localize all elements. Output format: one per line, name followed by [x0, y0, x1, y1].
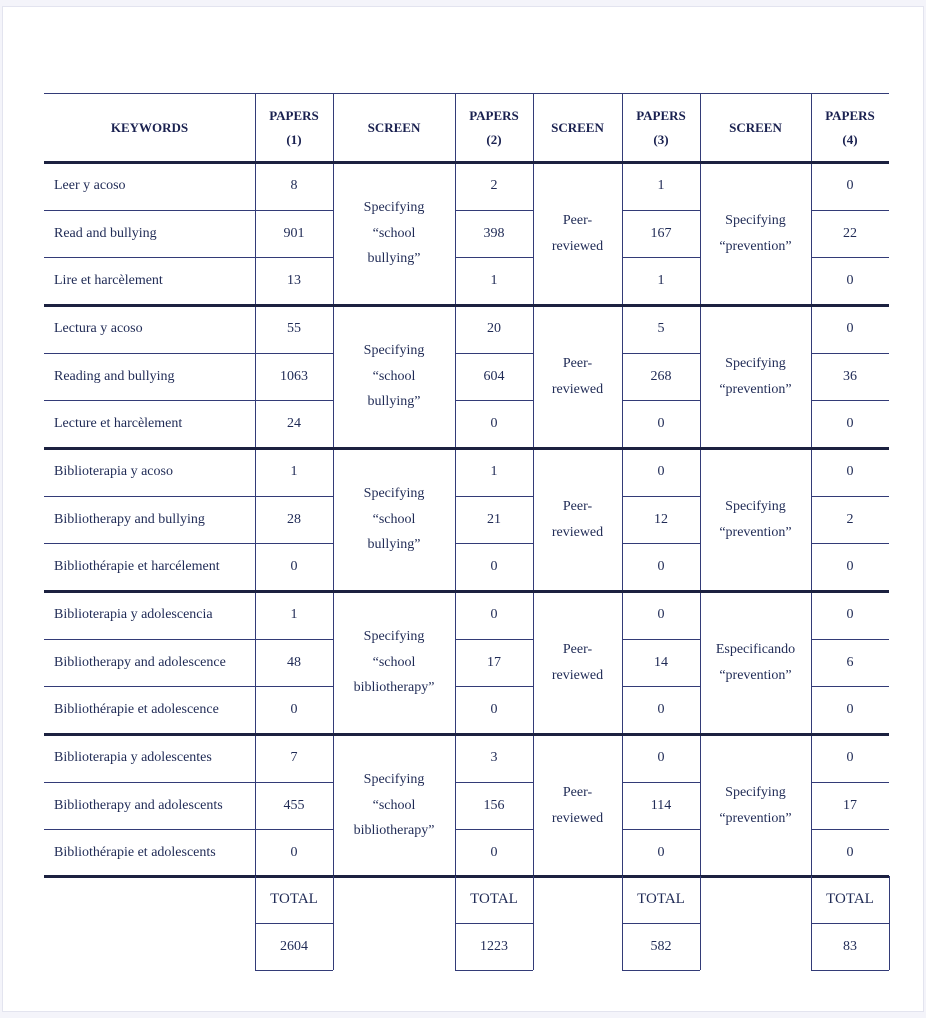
- papers-1-cell: 24: [287, 416, 301, 432]
- header-screen-2: SCREEN: [551, 119, 604, 135]
- keyword-cell: Leer y acoso: [54, 177, 126, 193]
- header-papers-4: PAPERS (4): [825, 108, 875, 147]
- papers-4-cell: 36: [843, 368, 857, 384]
- keyword-cell: Bibliothérapie et adolescents: [54, 845, 216, 861]
- papers-2-cell: 2: [490, 177, 498, 193]
- papers-3-cell: 12: [654, 511, 668, 527]
- papers-1-cell: 48: [287, 654, 301, 670]
- papers-2-cell: 17: [487, 654, 501, 670]
- header-keywords: KEYWORDS: [110, 119, 189, 135]
- papers-3-cell: 0: [657, 702, 665, 718]
- papers-2-cell: 0: [490, 845, 498, 861]
- papers-2-cell: 0: [490, 559, 498, 575]
- papers-3-cell: 0: [657, 749, 665, 765]
- papers-3-cell: 114: [650, 797, 672, 813]
- papers-3-cell: 1: [657, 177, 665, 193]
- screen-1-cell: Specifying “school bibliotherapy”: [353, 771, 435, 839]
- papers-1-cell: 1063: [280, 368, 308, 384]
- papers-2-cell: 21: [487, 511, 501, 527]
- keyword-cell: Bibliotherapy and bullying: [54, 511, 205, 527]
- papers-4-cell: 0: [846, 416, 854, 432]
- keyword-cell: Bibliothérapie et adolescence: [54, 702, 219, 718]
- keyword-cell: Reading and bullying: [54, 368, 175, 384]
- papers-3-cell: 0: [657, 845, 665, 861]
- total-box-rule: [455, 970, 533, 971]
- header-screen-1: SCREEN: [367, 119, 421, 135]
- keyword-cell: Biblioterapia y adolescencia: [54, 606, 213, 622]
- papers-1-cell: 0: [290, 559, 298, 575]
- total-box-rule: [811, 970, 889, 971]
- papers-3-cell: 5: [657, 320, 665, 336]
- papers-4-cell: 0: [846, 606, 854, 622]
- total-box-rule: [622, 970, 700, 971]
- papers-4-cell: 0: [846, 559, 854, 575]
- screen-1-cell: Specifying “school bibliotherapy”: [353, 628, 435, 696]
- screen-3-cell: Specifying “prevention”: [719, 784, 792, 826]
- keyword-cell: Bibliotherapy and adolescents: [54, 797, 223, 813]
- papers-4-cell: 17: [843, 797, 857, 813]
- screen-3-cell: Specifying “prevention”: [719, 498, 792, 540]
- screen-3-cell: Specifying “prevention”: [719, 355, 792, 397]
- total-box-rule: [889, 876, 890, 970]
- papers-4-cell: 0: [846, 702, 854, 718]
- keyword-cell: Biblioterapia y acoso: [54, 463, 173, 479]
- total-label-4: TOTAL: [826, 890, 874, 907]
- papers-4-cell: 6: [846, 654, 854, 670]
- total-value-1: 2604: [280, 938, 308, 954]
- total-value-3: 582: [650, 938, 672, 954]
- screen-2-cell: Peer- reviewed: [551, 498, 604, 540]
- screen-3-cell: Specifying “prevention”: [719, 212, 792, 254]
- papers-1-cell: 55: [287, 320, 301, 336]
- papers-3-cell: 0: [657, 559, 665, 575]
- papers-2-cell: 3: [490, 749, 498, 765]
- total-value-2: 1223: [480, 938, 508, 954]
- papers-4-cell: 22: [843, 225, 857, 241]
- total-box-rule: [700, 876, 701, 970]
- keyword-cell: Bibliotherapy and adolescence: [54, 654, 226, 670]
- total-value-4: 83: [843, 938, 857, 954]
- papers-1-cell: 1: [290, 463, 298, 479]
- papers-4-cell: 0: [846, 845, 854, 861]
- papers-1-cell: 0: [290, 845, 298, 861]
- papers-1-cell: 8: [290, 177, 298, 193]
- papers-2-cell: 0: [490, 416, 498, 432]
- keyword-cell: Lectura y acoso: [54, 320, 143, 336]
- papers-3-cell: 14: [654, 654, 668, 670]
- keyword-cell: Lecture et harcèlement: [54, 416, 183, 432]
- papers-4-cell: 0: [846, 320, 854, 336]
- header-papers-1: PAPERS (1): [269, 108, 319, 147]
- keyword-cell: Read and bullying: [54, 225, 157, 241]
- header-papers-2: PAPERS (2): [469, 108, 519, 147]
- keyword-cell: Biblioterapia y adolescentes: [54, 749, 212, 765]
- screen-1-cell: Specifying “school bullying”: [363, 485, 425, 553]
- papers-1-cell: 28: [287, 511, 301, 527]
- papers-4-cell: 2: [846, 511, 854, 527]
- total-label-1: TOTAL: [270, 890, 318, 907]
- papers-4-cell: 0: [846, 749, 854, 765]
- papers-1-cell: 13: [287, 273, 301, 289]
- screen-3-cell: Especificando “prevention”: [715, 641, 796, 683]
- papers-1-cell: 901: [283, 225, 305, 241]
- screen-1-cell: Specifying “school bullying”: [363, 342, 425, 410]
- keyword-cell: Lire et harcèlement: [54, 273, 163, 289]
- papers-2-cell: 604: [483, 368, 505, 384]
- papers-1-cell: 7: [290, 749, 298, 765]
- total-label-2: TOTAL: [470, 890, 518, 907]
- papers-2-cell: 0: [490, 702, 498, 718]
- papers-4-cell: 0: [846, 273, 854, 289]
- header-screen-3: SCREEN: [729, 119, 782, 135]
- papers-2-cell: 156: [483, 797, 505, 813]
- total-box-rule: [533, 876, 534, 970]
- screen-2-cell: Peer- reviewed: [551, 355, 604, 397]
- papers-4-cell: 0: [846, 177, 854, 193]
- screen-2-cell: Peer- reviewed: [551, 641, 604, 683]
- papers-3-cell: 167: [650, 225, 672, 241]
- papers-2-cell: 398: [483, 225, 505, 241]
- papers-3-cell: 0: [657, 463, 665, 479]
- keyword-cell: Bibliothérapie et harcélement: [54, 559, 220, 575]
- header-papers-3: PAPERS (3): [636, 108, 686, 147]
- papers-2-cell: 1: [490, 273, 498, 289]
- papers-2-cell: 1: [490, 463, 498, 479]
- total-box-rule: [255, 970, 333, 971]
- screen-1-cell: Specifying “school bullying”: [363, 199, 425, 267]
- screen-2-cell: Peer- reviewed: [551, 784, 604, 826]
- papers-1-cell: 455: [283, 797, 305, 813]
- papers-1-cell: 0: [290, 702, 298, 718]
- papers-3-cell: 0: [657, 416, 665, 432]
- total-label-3: TOTAL: [637, 890, 685, 907]
- papers-4-cell: 0: [846, 463, 854, 479]
- papers-2-cell: 0: [490, 606, 498, 622]
- screen-2-cell: Peer- reviewed: [551, 212, 604, 254]
- papers-3-cell: 1: [657, 273, 665, 289]
- papers-3-cell: 268: [650, 368, 672, 384]
- papers-1-cell: 1: [290, 606, 298, 622]
- papers-2-cell: 20: [487, 320, 501, 336]
- papers-3-cell: 0: [657, 606, 665, 622]
- total-box-rule: [333, 876, 334, 970]
